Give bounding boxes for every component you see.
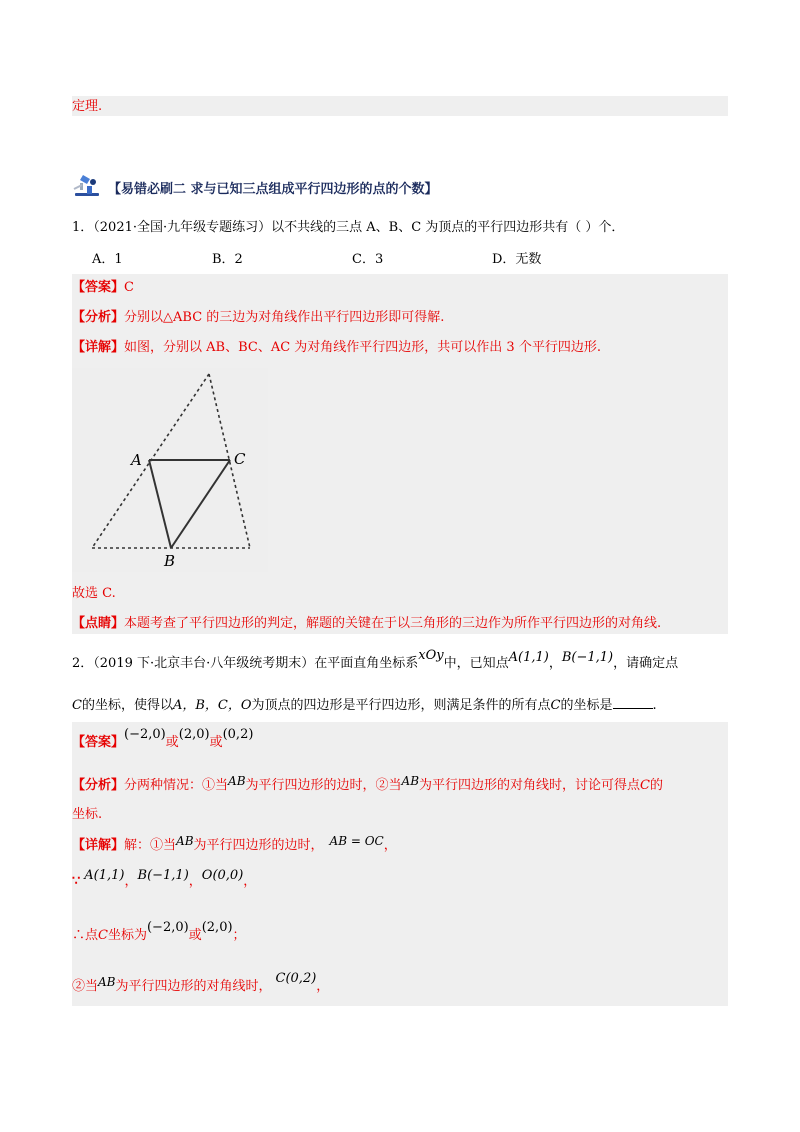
q2-ab-2: AB [401, 774, 420, 788]
q2-stem-line1 [72, 648, 679, 674]
q2-stem2-b: 为顶点的四边形是平行四边形，则满足条件的所有点 [251, 698, 551, 713]
q2-therefore-ans2: (2,0) [201, 920, 233, 935]
q2-therefore-line [72, 920, 246, 946]
q2-detail-tag: 【详解】 [72, 838, 125, 853]
top-text-block [72, 96, 728, 116]
q2-detail-a: 解：①当 [124, 838, 177, 853]
q2-stem2-d: 的坐标是 [560, 698, 613, 713]
segment-ab [149, 460, 171, 548]
q2-analysis-tag: 【分析】 [72, 778, 125, 793]
microscope-icon [72, 173, 104, 201]
q1-answer-line [72, 278, 134, 298]
q1-choose: 故选 C. [72, 586, 116, 601]
q2-point-c: C [72, 698, 82, 713]
q2-analysis-b: 为平行四边形的边时，②当 [245, 778, 402, 793]
label-c: C [234, 450, 246, 468]
q2-stem-c: ，请确定点 [613, 656, 679, 671]
q1-option-a: A．1 [92, 252, 123, 267]
q2-comma-3: ， [188, 874, 202, 889]
q2-answer-2: (2,0) [178, 727, 210, 742]
q2-analysis-a: 分两种情况：①当 [124, 778, 229, 793]
q1-analysis-line [72, 308, 444, 328]
q2-comma: ， [548, 656, 562, 671]
q2-c02: C(0,2) [275, 971, 317, 986]
top-text: 定理. [72, 99, 103, 114]
triangle-figure [72, 368, 268, 572]
q1-comment-line [72, 614, 661, 634]
q1-detail-tag: 【详解】 [72, 340, 125, 355]
q2-therefore-b: 坐标为 [107, 928, 147, 943]
q2-analysis-cpt: C [640, 778, 650, 793]
q2-stem2-a: 的坐标，使得以 [81, 698, 173, 713]
q2-stem2-end: . [652, 698, 657, 713]
q2-point-a: A(1,1) [508, 650, 549, 665]
q2-pt-o: O(0,0) [201, 868, 244, 883]
q2-case2-end: ， [316, 979, 330, 994]
q2-analysis-line1 [72, 775, 663, 796]
q2-semicolon: ； [232, 928, 246, 943]
parallelogram-diagram [72, 368, 268, 572]
q1-option-c: C．3 [352, 252, 384, 267]
q2-analysis-c: 为平行四边形的对角线时，讨论可得点 [419, 778, 641, 793]
therefore-text: ∴点 [72, 928, 99, 943]
q2-xoy: xOy [418, 648, 444, 663]
section-header [72, 175, 438, 199]
q1-comment-tag: 【点睛】 [72, 616, 125, 631]
q1-answer-tag: 【答案】 [72, 280, 125, 295]
q2-therefore-ans1: (−2,0) [146, 920, 189, 935]
q2-points: A，B，C，O [172, 698, 252, 713]
q2-therefore-c: C [98, 928, 108, 943]
q2-case2-b: 为平行四边形的对角线时， [115, 979, 272, 994]
q2-or-1: 或 [165, 735, 179, 750]
q1-detail-line [72, 338, 601, 358]
q2-analysis-line2: 坐标. [72, 807, 103, 822]
q2-pt-a: A(1,1) [84, 868, 125, 883]
q1-stem: 1．（2021·全国·九年级专题练习）以不共线的三点 A、B、C 为顶点的平行四边形共有（ ）个． [72, 220, 625, 235]
q2-ab-eq-oc: AB = OC [329, 834, 384, 848]
q2-comma-4: ， [243, 874, 257, 889]
q2-stem-line2 [72, 696, 657, 716]
q2-comma-2: ， [124, 874, 138, 889]
q1-answer: C [124, 280, 134, 295]
q2-pt-b: B(−1,1) [137, 868, 189, 883]
q2-point-c2: C [550, 698, 561, 713]
section-title: 【易错必刷二 求与已知三点组成平行四边形的点的个数】 [108, 181, 438, 197]
q2-detail-line1 [72, 835, 397, 856]
q1-option-b: B．2 [212, 252, 243, 267]
q2-point-b: B(−1,1) [561, 650, 614, 665]
q2-answer-tag: 【答案】 [72, 735, 125, 750]
q2-or-2: 或 [209, 735, 223, 750]
q2-detail-c: ， [383, 838, 397, 853]
q2-stem-b: 中，已知点 [443, 656, 509, 671]
q2-detail-b: 为平行四边形的边时， [193, 838, 324, 853]
q2-case2-line [72, 971, 330, 997]
q1-analysis-tag: 【分析】 [72, 310, 125, 325]
q2-case2-a: ②当 [72, 979, 99, 994]
q2-ab-4: AB [98, 975, 116, 989]
answer-blank [613, 696, 653, 709]
q2-solution-block [72, 722, 728, 1006]
q2-analysis-d: 的 [649, 778, 663, 793]
q2-therefore-or: 或 [188, 928, 202, 943]
q2-answer-1: (−2,0) [124, 727, 166, 742]
q2-answer-3: (0,2) [222, 727, 254, 742]
q1-option-d: D．无数 [492, 252, 542, 267]
label-a: A [131, 451, 142, 469]
q2-stem-a: 2．（2019 下·北京丰台·八年级统考期末）在平面直角坐标系 [72, 656, 419, 671]
q2-ab-3: AB [176, 834, 194, 848]
q1-detail: 如图，分别以 AB、BC、AC 为对角线作平行四边形，共可以作出 3 个平行四边形. [124, 340, 601, 355]
segment-bc [171, 460, 230, 548]
label-b: B [164, 552, 176, 570]
q2-ab-1: AB [228, 774, 246, 788]
q1-comment: 本题考查了平行四边形的判定，解题的关键在于以三角形的三边作为所作平行四边形的对角线. [124, 616, 662, 631]
q2-because-line [72, 868, 257, 892]
q2-answer-line [72, 727, 254, 753]
q1-analysis: 分别以△ABC 的三边为对角线作出平行四边形即可得解. [124, 310, 445, 325]
because-symbol: ∵ [72, 874, 81, 889]
